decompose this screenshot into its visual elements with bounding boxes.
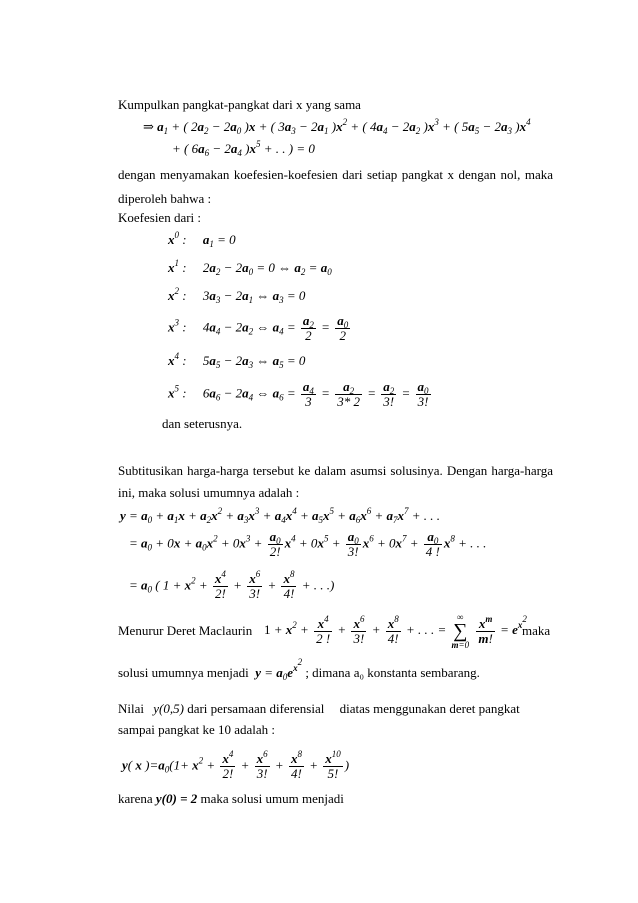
general-solution-text [118, 657, 480, 682]
nilai-lead: Nilai [118, 701, 144, 716]
collect-equation-line-2: + ( $6a_6 - 2a_4$ )$x^5$ + . . ) = 0 [172, 139, 315, 158]
nilai-mid: dari persamaan diferensial [187, 701, 325, 716]
solution-line-2: = $a_0 + 0x + a_0x^2 + 0x^3$ + $\frac{a_0}{2!}$ $x^4 + 0x^5$ + $\frac{a_0}{3!}$ $x^6 + 0x^7$ + $\frac{a_0}{4 !}$ $x^8$ + . . . [129, 529, 487, 559]
general-solution-lead: solusi umumnya menjadi [118, 665, 249, 680]
coef-row-x4: $x^4$ : $5a_5 - 2a_3$ ⇔ $a_5 = 0$ [168, 351, 306, 370]
solution-line-1: $y = a_0 + a_1x + a_2x^2 + a_3x^3 + a_4x^4 + a_5x^5 + a_6x^6 + a_7x^7$ + . . . [120, 506, 441, 525]
nilai-line-2: sampai pangkat ke 10 adalah : [118, 722, 276, 737]
collect-equation-line-1: ⇒ $a_1$ + ( $2a_2 - 2a_0$ )x + ( $3a_3 - 2a_1$ )$x^2$ + ( $4a_4 - 2a_2$ )$x^3$ + ( $5a_5 - 2a_3$ )$x^4$ [143, 117, 531, 136]
karena-line [118, 791, 344, 807]
coef-row-x1: $x^1$ : $2a_2 - 2a_0 = 0$ ⇔ $a_2 = a_0$ [168, 258, 332, 277]
dan-seterusnya: dan seterusnya. [162, 416, 243, 431]
maclaurin-tail: maka [522, 623, 551, 638]
intro-text: Kumpulkan pangkat-pangkat dari x yang sama [118, 97, 361, 112]
coef-row-x3: $x^3$ : $4a_4 - 2a_2$ ⇔ $a_4$ = $\frac{a_2}{2}$ = $\frac{a_0}{2}$ [168, 313, 349, 343]
substitute-paragraph: Subtitusikan harga-harga tersebut ke dalam asumsi solusinya. Dengan harga-harga ini, maka solusi umumnya adalah : [118, 463, 553, 500]
maclaurin-lead: Menurur Deret Maclaurin [118, 623, 253, 638]
solution-line-3: = $a_0$ ( $1 + x^2$ + $\frac{x^4}{2!}$ + $\frac{x^6}{3!}$ + $\frac{x^8}{4!}$ + . . .) [129, 569, 335, 601]
nilai-line-1 [118, 701, 520, 717]
series-to-power-10: y( x )$=a_0(1+ x^2$ + $\frac{x^4}{2!}$ + $\frac{x^6}{3!}$ + $\frac{x^8}{4!}$ + $\frac{x^{10}}{5!}$ ) [122, 749, 350, 781]
coef-row-x5: $x^5$ : $6a_6 - 2a_4$ ⇔ $a_6$ = $\frac{a_4}{3}$ = $\frac{a_2}{3* 2}$ = $\frac{a_2}{3!}$ = $\frac{a_0}{3!}$ [168, 379, 429, 409]
karena-tail: maka solusi umum menjadi [200, 791, 344, 806]
coef-heading: Koefesien dari : [118, 210, 202, 225]
karena-lead: karena [118, 791, 153, 806]
initial-condition: y(0) = 2 [155, 791, 198, 806]
equate-paragraph: dengan menyamakan koefesien-koefesien dari setiap pangkat x dengan nol, maka diperoleh bahwa : [118, 167, 553, 206]
nilai-tail: diatas menggunakan deret pangkat [339, 701, 520, 716]
coef-row-x2: $x^2$ : $3a_3 - 2a_1$ ⇔ $a_3 = 0$ [168, 286, 306, 305]
coef-row-x0: $x^0$ : $a_1 = 0$ [168, 230, 236, 249]
maclaurin-series: $1 + x^2$ + $\frac{x^4}{2 !}$ + $\frac{x^6}{3!}$ + $\frac{x^8}{4!}$ + . . . = ∞ ∑ m=0 $\frac{x^m}{m!}$ = $e^{x^2}$ [264, 612, 527, 650]
nilai-y-value: y(0,5) [153, 701, 184, 716]
general-solution-formula: $y = a_0e^{x^2}$ [255, 657, 303, 682]
general-solution-tail: ; dimana a₀ konstanta sembarang. [305, 665, 480, 680]
